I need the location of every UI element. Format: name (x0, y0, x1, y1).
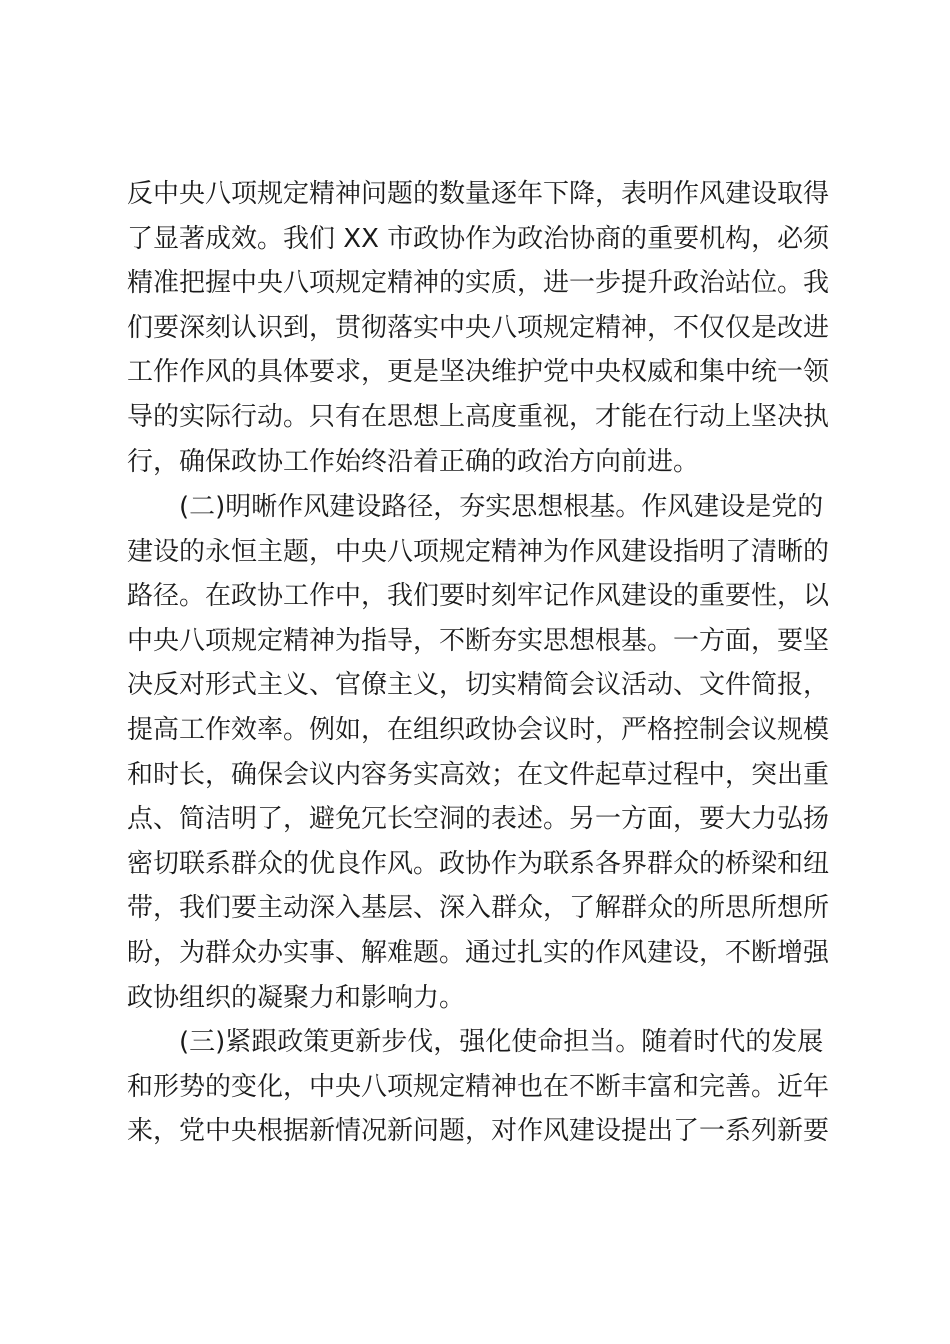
paragraph-line: 提高工作效率。例如，在组织政协会议时，严格控制会议规模 (127, 714, 830, 745)
paragraph-line: 密切联系群众的优良作风。政协作为联系各界群众的桥梁和纽 (127, 848, 830, 879)
paragraph-line: 决反对形式主义、官僚主义，切实精简会议活动、文件简报， (127, 670, 830, 701)
paragraph-line: 盼，为群众办实事、解难题。通过扎实的作风建设，不断增强 (127, 937, 830, 968)
paragraph-line: 路径。在政协工作中，我们要时刻牢记作风建设的重要性，以 (127, 581, 830, 612)
paragraph-line: 们要深刻认识到，贯彻落实中央八项规定精神，不仅仅是改进 (127, 312, 830, 343)
paragraph-line: 和时长，确保会议内容务实高效；在文件起草过程中，突出重 (127, 759, 830, 790)
paragraph-section-three (127, 1020, 830, 1154)
paragraph-line: 工作作风的具体要求，更是坚决维护党中央权威和集中统一领 (127, 357, 830, 388)
paragraph-line: 来，党中央根据新情况新问题，对作风建设提出了一系列新要 (127, 1116, 830, 1147)
paragraph-line: 导的实际行动。只有在思想上高度重视，才能在行动上坚决执 (127, 401, 830, 432)
paragraph-line: 中央八项规定精神为指导，不断夯实思想根基。一方面，要坚 (127, 625, 830, 656)
paragraph-line: 行，确保政协工作始终沿着正确的政治方向前进。 (127, 446, 700, 477)
paragraph-heading-line: (三)紧跟政策更新步伐，强化使命担当。随着时代的发展 (179, 1027, 824, 1057)
paragraph-continuation (127, 172, 830, 484)
paragraph-line: 精准把握中央八项规定精神的实质，进一步提升政治站位。我 (127, 268, 830, 299)
paragraph-line: 点、简洁明了，避免冗长空洞的表述。另一方面，要大力弘扬 (127, 804, 830, 835)
paragraph-line: 反中央八项规定精神问题的数量逐年下降，表明作风建设取得 (127, 179, 830, 209)
paragraph-line: 带，我们要主动深入基层、深入群众，了解群众的所思所想所 (127, 893, 830, 924)
paragraph-heading-line: (二)明晰作风建设路径，夯实思想根基。作风建设是党的 (179, 492, 824, 522)
paragraph-line: 建设的永恒主题，中央八项规定精神为作风建设指明了清晰的 (127, 536, 830, 567)
paragraph-line: 政协组织的凝聚力和影响力。 (127, 982, 466, 1013)
paragraph-section-two (127, 485, 830, 1020)
paragraph-line: 和形势的变化，中央八项规定精神也在不断丰富和完善。近年 (127, 1071, 830, 1102)
paragraph-line: 了显著成效。我们 XX 市政协作为政治协商的重要机构，必须 (127, 223, 830, 254)
